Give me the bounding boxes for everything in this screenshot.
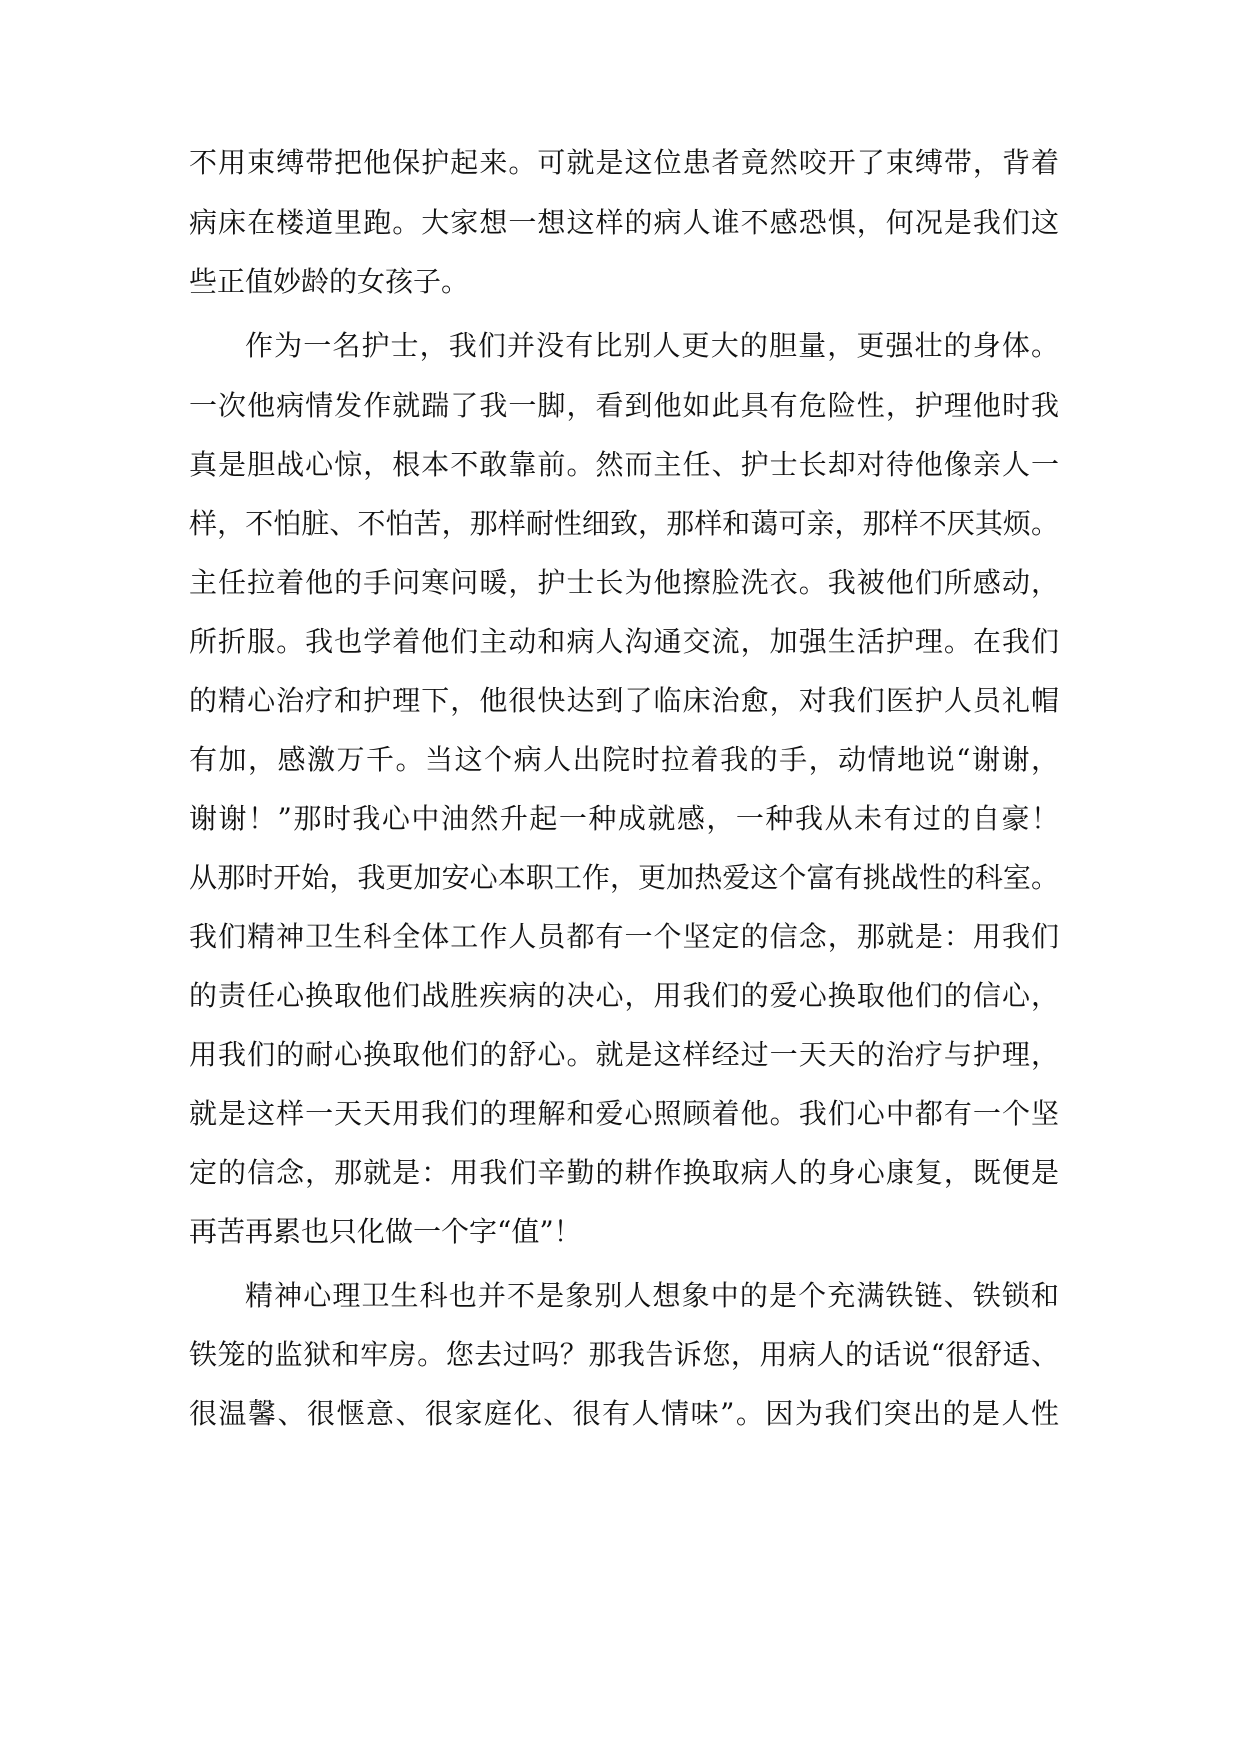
text-line: 谢谢！”那时我心中油然升起一种成就感，一种我从未有过的自豪！ [189, 802, 1059, 835]
paragraph-first-line: 精神心理卫生科也并不是象别人想象中的是个充满铁链、铁锁和 [245, 1279, 1059, 1312]
text-line: 病床在楼道里跑。大家想一想这样的病人谁不感恐惧，何况是我们这 [189, 206, 1059, 239]
text-line: 真是胆战心惊，根本不敢靠前。然而主任、护士长却对待他像亲人一 [189, 448, 1059, 481]
text-line: 铁笼的监狱和牢房。您去过吗？那我告诉您，用病人的话说“很舒适、 [189, 1338, 1059, 1371]
text-line: 我们精神卫生科全体工作人员都有一个坚定的信念，那就是：用我们 [189, 920, 1059, 953]
text-line: 样，不怕脏、不怕苦，那样耐性细致，那样和蔼可亲，那样不厌其烦。 [189, 507, 1059, 540]
text-line: 些正值妙龄的女孩子。 [189, 265, 470, 298]
text-line: 主任拉着他的手问寒问暖，护士长为他擦脸洗衣。我被他们所感动， [189, 566, 1059, 599]
text-line: 从那时开始，我更加安心本职工作，更加热爱这个富有挑战性的科室。 [189, 861, 1059, 894]
paragraph-first-line: 作为一名护士，我们并没有比别人更大的胆量，更强壮的身体。 [245, 329, 1059, 362]
text-line: 很温馨、很惬意、很家庭化、很有人情味”。因为我们突出的是人性 [189, 1397, 1059, 1430]
text-line: 就是这样一天天用我们的理解和爱心照顾着他。我们心中都有一个坚 [189, 1097, 1059, 1130]
text-line: 不用束缚带把他保护起来。可就是这位患者竟然咬开了束缚带，背着 [189, 146, 1059, 179]
text-line: 一次他病情发作就踹了我一脚，看到他如此具有危险性，护理他时我 [189, 389, 1059, 422]
text-line: 的精心治疗和护理下，他很快达到了临床治愈，对我们医护人员礼帽 [189, 684, 1059, 717]
text-line: 的责任心换取他们战胜疾病的决心，用我们的爱心换取他们的信心， [189, 979, 1059, 1012]
text-line: 定的信念，那就是：用我们辛勤的耕作换取病人的身心康复，既便是 [189, 1156, 1059, 1189]
text-line: 用我们的耐心换取他们的舒心。就是这样经过一天天的治疗与护理， [189, 1038, 1059, 1071]
text-line: 有加，感激万千。当这个病人出院时拉着我的手，动情地说“谢谢， [189, 743, 1059, 776]
text-line: 所折服。我也学着他们主动和病人沟通交流，加强生活护理。在我们 [189, 625, 1059, 658]
text-line: 再苦再累也只化做一个字“值”！ [189, 1215, 582, 1248]
